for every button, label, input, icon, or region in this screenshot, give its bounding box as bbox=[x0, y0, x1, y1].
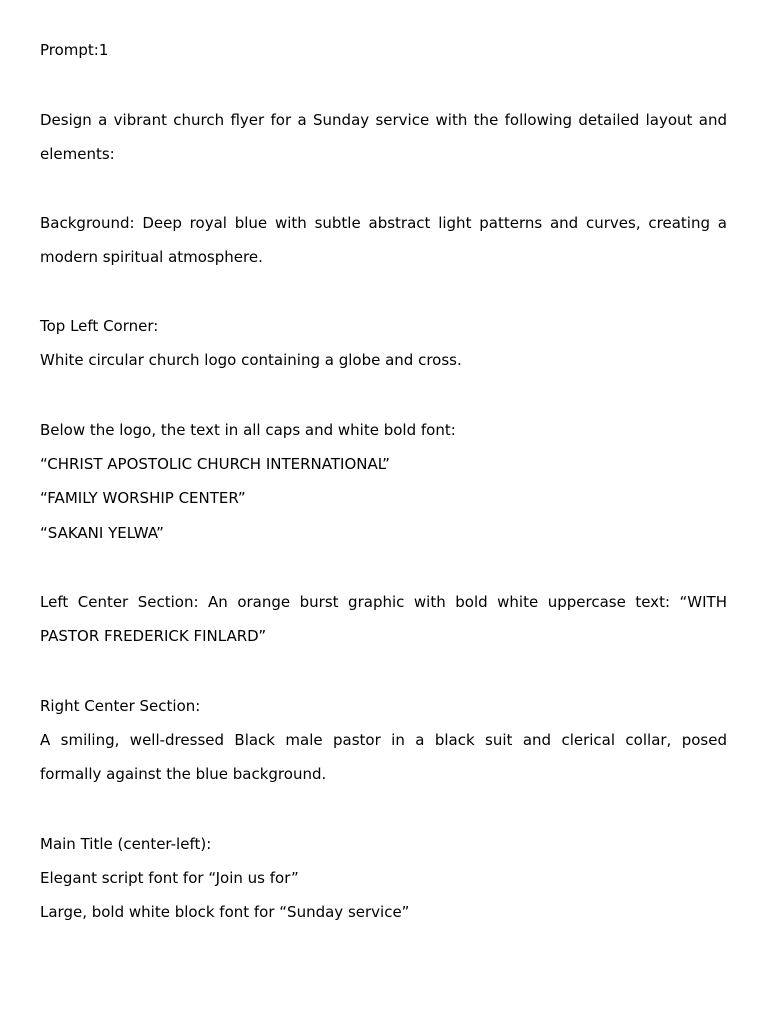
intro-text-line: elements: bbox=[40, 145, 115, 163]
below-logo-intro: Below the logo, the text in all caps and white bold font: bbox=[40, 421, 456, 439]
left-center-line: PASTOR FREDERICK FINLARD” bbox=[40, 627, 267, 645]
background-description-line: Background: Deep royal blue with subtle abstract light patterns and curves, creating a bbox=[40, 214, 727, 232]
prompt-heading: Prompt:1 bbox=[40, 41, 109, 59]
main-title-line: Large, bold white block font for “Sunday service” bbox=[40, 903, 410, 921]
right-center-heading: Right Center Section: bbox=[40, 697, 201, 715]
top-left-text: White circular church logo containing a globe and cross. bbox=[40, 351, 462, 369]
main-title-line: Elegant script font for “Join us for” bbox=[40, 869, 299, 887]
main-title-heading: Main Title (center-left): bbox=[40, 835, 212, 853]
left-center-line: Left Center Section: An orange burst graphic with bold white uppercase text: “WITH bbox=[40, 593, 727, 611]
document-page bbox=[40, 0, 727, 1024]
below-logo-line: “CHRIST APOSTOLIC CHURCH INTERNATIONAL” bbox=[40, 455, 390, 473]
below-logo-line: “SAKANI YELWA” bbox=[40, 524, 164, 542]
intro-text-line: Design a vibrant church flyer for a Sunday service with the following detailed layout and bbox=[40, 111, 727, 129]
background-description-line: modern spiritual atmosphere. bbox=[40, 248, 263, 266]
below-logo-line: “FAMILY WORSHIP CENTER” bbox=[40, 489, 246, 507]
right-center-line: formally against the blue background. bbox=[40, 765, 327, 783]
top-left-heading: Top Left Corner: bbox=[40, 317, 159, 335]
right-center-line: A smiling, well-dressed Black male pastor in a black suit and clerical collar, posed bbox=[40, 731, 727, 749]
